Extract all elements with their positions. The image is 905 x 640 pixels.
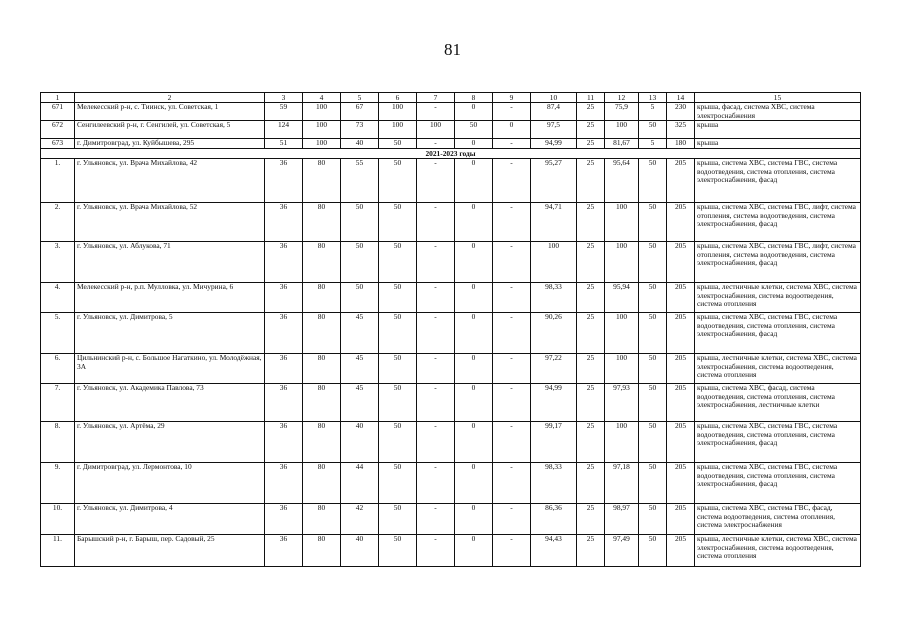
value-cell: 36 bbox=[265, 354, 303, 384]
address-cell: Мелекесский р-н, с. Тиинск, ул. Советская, 1 bbox=[75, 103, 265, 121]
header-cell: 11 bbox=[577, 93, 605, 103]
row-number-cell: 2. bbox=[41, 203, 75, 242]
value-cell: 50 bbox=[379, 535, 417, 567]
value-cell: 55 bbox=[341, 159, 379, 203]
value-cell: 99,17 bbox=[531, 422, 577, 463]
value-cell: 50 bbox=[639, 283, 667, 313]
value-cell: 205 bbox=[667, 354, 695, 384]
value-cell: 205 bbox=[667, 159, 695, 203]
value-cell: - bbox=[417, 103, 455, 121]
value-cell: 0 bbox=[455, 422, 493, 463]
address-cell: Мелекесский р-н, р.п. Мулловка, ул. Мичурина, 6 bbox=[75, 283, 265, 313]
header-cell: 4 bbox=[303, 93, 341, 103]
works-cell: крыша, фасад, система ХВС, система электроснабжения bbox=[695, 103, 861, 121]
value-cell: 75,9 bbox=[605, 103, 639, 121]
value-cell: - bbox=[417, 384, 455, 422]
value-cell: 73 bbox=[341, 121, 379, 139]
header-cell: 14 bbox=[667, 93, 695, 103]
address-cell: г. Димитровград, ул. Лермонтова, 10 bbox=[75, 463, 265, 504]
value-cell: 50 bbox=[639, 203, 667, 242]
value-cell: 80 bbox=[303, 535, 341, 567]
address-cell: г. Ульяновск, ул. Академика Павлова, 73 bbox=[75, 384, 265, 422]
value-cell: 25 bbox=[577, 384, 605, 422]
value-cell: 51 bbox=[265, 139, 303, 149]
value-cell: 100 bbox=[605, 313, 639, 354]
value-cell: - bbox=[493, 313, 531, 354]
value-cell: 95,27 bbox=[531, 159, 577, 203]
value-cell: 0 bbox=[455, 159, 493, 203]
value-cell: 44 bbox=[341, 463, 379, 504]
value-cell: 40 bbox=[341, 139, 379, 149]
value-cell: 205 bbox=[667, 504, 695, 535]
table-row bbox=[41, 354, 861, 384]
value-cell: 205 bbox=[667, 384, 695, 422]
value-cell: - bbox=[493, 203, 531, 242]
value-cell: 80 bbox=[303, 283, 341, 313]
address-cell: г. Ульяновск, ул. Димитрова, 5 bbox=[75, 313, 265, 354]
works-cell: крыша, система ХВС, фасад, система водоотведения, система отопления, система электроснабжения, лестничные клетки bbox=[695, 384, 861, 422]
value-cell: 25 bbox=[577, 535, 605, 567]
value-cell: 36 bbox=[265, 504, 303, 535]
page-number: 81 bbox=[444, 40, 461, 59]
header-cell: 15 bbox=[695, 93, 861, 103]
value-cell: 36 bbox=[265, 463, 303, 504]
value-cell: 205 bbox=[667, 535, 695, 567]
value-cell: 80 bbox=[303, 463, 341, 504]
value-cell: 50 bbox=[379, 384, 417, 422]
value-cell: - bbox=[417, 203, 455, 242]
value-cell: 100 bbox=[417, 121, 455, 139]
value-cell: - bbox=[417, 535, 455, 567]
value-cell: - bbox=[493, 283, 531, 313]
value-cell: 86,36 bbox=[531, 504, 577, 535]
value-cell: 36 bbox=[265, 313, 303, 354]
period-row bbox=[41, 149, 861, 159]
value-cell: 0 bbox=[455, 354, 493, 384]
value-cell: 50 bbox=[379, 139, 417, 149]
table-row bbox=[41, 313, 861, 354]
row-number-cell: 5. bbox=[41, 313, 75, 354]
value-cell: 0 bbox=[455, 463, 493, 504]
value-cell: 100 bbox=[605, 203, 639, 242]
table-row bbox=[41, 422, 861, 463]
value-cell: 45 bbox=[341, 313, 379, 354]
header-cell: 5 bbox=[341, 93, 379, 103]
value-cell: 100 bbox=[605, 354, 639, 384]
row-number-cell: 673 bbox=[41, 139, 75, 149]
row-number-cell: 8. bbox=[41, 422, 75, 463]
value-cell: - bbox=[493, 242, 531, 283]
value-cell: 50 bbox=[341, 283, 379, 313]
value-cell: 80 bbox=[303, 203, 341, 242]
value-cell: 50 bbox=[455, 121, 493, 139]
value-cell: 40 bbox=[341, 422, 379, 463]
value-cell: 50 bbox=[379, 504, 417, 535]
header-cell: 13 bbox=[639, 93, 667, 103]
value-cell: 50 bbox=[341, 203, 379, 242]
table-row bbox=[41, 384, 861, 422]
header-cell: 3 bbox=[265, 93, 303, 103]
value-cell: - bbox=[417, 139, 455, 149]
table-body bbox=[41, 93, 861, 567]
value-cell: - bbox=[493, 354, 531, 384]
value-cell: 0 bbox=[493, 121, 531, 139]
address-cell: г. Ульяновск, ул. Аблукова, 71 bbox=[75, 242, 265, 283]
value-cell: 45 bbox=[341, 354, 379, 384]
value-cell: 90,26 bbox=[531, 313, 577, 354]
value-cell: 50 bbox=[379, 203, 417, 242]
period-label: 2021-2023 годы bbox=[41, 149, 861, 159]
row-number-cell: 671 bbox=[41, 103, 75, 121]
value-cell: 42 bbox=[341, 504, 379, 535]
value-cell: 94,71 bbox=[531, 203, 577, 242]
value-cell: 36 bbox=[265, 422, 303, 463]
value-cell: 205 bbox=[667, 422, 695, 463]
value-cell: 50 bbox=[639, 121, 667, 139]
value-cell: 97,18 bbox=[605, 463, 639, 504]
header-cell: 10 bbox=[531, 93, 577, 103]
value-cell: 100 bbox=[531, 242, 577, 283]
value-cell: 40 bbox=[341, 535, 379, 567]
value-cell: 25 bbox=[577, 103, 605, 121]
value-cell: - bbox=[493, 535, 531, 567]
address-cell: Барышский р-н, г. Барыш, пер. Садовый, 25 bbox=[75, 535, 265, 567]
value-cell: 124 bbox=[265, 121, 303, 139]
value-cell: 25 bbox=[577, 422, 605, 463]
table-row bbox=[41, 139, 861, 149]
value-cell: 205 bbox=[667, 313, 695, 354]
value-cell: 100 bbox=[379, 121, 417, 139]
value-cell: 98,97 bbox=[605, 504, 639, 535]
row-number-cell: 1. bbox=[41, 159, 75, 203]
value-cell: 50 bbox=[639, 504, 667, 535]
value-cell: 100 bbox=[605, 422, 639, 463]
header-cell: 1 bbox=[41, 93, 75, 103]
value-cell: - bbox=[417, 313, 455, 354]
value-cell: 36 bbox=[265, 242, 303, 283]
header-cell: 2 bbox=[75, 93, 265, 103]
value-cell: - bbox=[417, 463, 455, 504]
row-number-cell: 11. bbox=[41, 535, 75, 567]
value-cell: - bbox=[417, 422, 455, 463]
value-cell: 100 bbox=[303, 103, 341, 121]
value-cell: 205 bbox=[667, 283, 695, 313]
works-cell: крыша, система ХВС, система ГВС, система водоотведения, система отопления, система электроснабжения, фасад bbox=[695, 313, 861, 354]
value-cell: - bbox=[417, 504, 455, 535]
header-cell: 9 bbox=[493, 93, 531, 103]
row-number-cell: 3. bbox=[41, 242, 75, 283]
value-cell: 205 bbox=[667, 203, 695, 242]
value-cell: 36 bbox=[265, 159, 303, 203]
row-number-cell: 7. bbox=[41, 384, 75, 422]
works-cell: крыша, система ХВС, система ГВС, лифт, система отопления, система водоотведения, система электроснабжения, фасад bbox=[695, 203, 861, 242]
works-cell: крыша, лестничные клетки, система ХВС, система электроснабжения, система водоотведения, система отопления bbox=[695, 535, 861, 567]
table-row bbox=[41, 463, 861, 504]
value-cell: 80 bbox=[303, 354, 341, 384]
value-cell: 94,99 bbox=[531, 384, 577, 422]
value-cell: 325 bbox=[667, 121, 695, 139]
value-cell: 100 bbox=[303, 121, 341, 139]
works-cell: крыша, система ХВС, система ГВС, система водоотведения, система отопления, система электроснабжения, фасад bbox=[695, 422, 861, 463]
header-cell: 6 bbox=[379, 93, 417, 103]
value-cell: 25 bbox=[577, 504, 605, 535]
value-cell: 67 bbox=[341, 103, 379, 121]
value-cell: 36 bbox=[265, 283, 303, 313]
works-cell: крыша, система ХВС, система ГВС, фасад, система водоотведения, система отопления, система электроснабжения bbox=[695, 504, 861, 535]
value-cell: 36 bbox=[265, 203, 303, 242]
value-cell: - bbox=[417, 283, 455, 313]
value-cell: 80 bbox=[303, 384, 341, 422]
value-cell: 36 bbox=[265, 535, 303, 567]
value-cell: 25 bbox=[577, 242, 605, 283]
value-cell: 50 bbox=[379, 242, 417, 283]
value-cell: 25 bbox=[577, 159, 605, 203]
value-cell: 97,49 bbox=[605, 535, 639, 567]
value-cell: - bbox=[417, 354, 455, 384]
row-number-cell: 10. bbox=[41, 504, 75, 535]
value-cell: 50 bbox=[341, 242, 379, 283]
value-cell: 0 bbox=[455, 242, 493, 283]
value-cell: 25 bbox=[577, 203, 605, 242]
value-cell: 50 bbox=[379, 354, 417, 384]
value-cell: 205 bbox=[667, 463, 695, 504]
row-number-cell: 672 bbox=[41, 121, 75, 139]
table-row bbox=[41, 504, 861, 535]
address-cell: г. Димитровград, ул. Куйбышева, 295 bbox=[75, 139, 265, 149]
value-cell: - bbox=[493, 159, 531, 203]
value-cell: - bbox=[493, 139, 531, 149]
address-cell: г. Ульяновск, ул. Врача Михайлова, 52 bbox=[75, 203, 265, 242]
works-cell: крыша, система ХВС, система ГВС, система водоотведения, система отопления, система электроснабжения, фасад bbox=[695, 463, 861, 504]
value-cell: 0 bbox=[455, 139, 493, 149]
value-cell: 95,94 bbox=[605, 283, 639, 313]
value-cell: 25 bbox=[577, 283, 605, 313]
table-header-row bbox=[41, 93, 861, 103]
works-cell: крыша, лестничные клетки, система ХВС, система электроснабжения, система водоотведения, система отопления bbox=[695, 354, 861, 384]
value-cell: 97,5 bbox=[531, 121, 577, 139]
value-cell: 0 bbox=[455, 535, 493, 567]
value-cell: 25 bbox=[577, 139, 605, 149]
value-cell: - bbox=[493, 384, 531, 422]
value-cell: 5 bbox=[639, 139, 667, 149]
value-cell: 0 bbox=[455, 384, 493, 422]
row-number-cell: 9. bbox=[41, 463, 75, 504]
value-cell: - bbox=[493, 504, 531, 535]
value-cell: - bbox=[493, 103, 531, 121]
value-cell: 81,67 bbox=[605, 139, 639, 149]
header-cell: 7 bbox=[417, 93, 455, 103]
value-cell: 50 bbox=[379, 463, 417, 504]
value-cell: 97,93 bbox=[605, 384, 639, 422]
value-cell: 0 bbox=[455, 504, 493, 535]
value-cell: 205 bbox=[667, 242, 695, 283]
data-table bbox=[40, 92, 861, 567]
value-cell: 80 bbox=[303, 159, 341, 203]
value-cell: 100 bbox=[605, 121, 639, 139]
value-cell: 80 bbox=[303, 313, 341, 354]
value-cell: 25 bbox=[577, 313, 605, 354]
value-cell: 95,64 bbox=[605, 159, 639, 203]
address-cell: Цильнинский р-н, с. Большое Нагаткино, ул. Молодёжная, 3А bbox=[75, 354, 265, 384]
value-cell: 94,43 bbox=[531, 535, 577, 567]
value-cell: 50 bbox=[639, 384, 667, 422]
header-cell: 8 bbox=[455, 93, 493, 103]
table-row bbox=[41, 535, 861, 567]
row-number-cell: 4. bbox=[41, 283, 75, 313]
value-cell: 59 bbox=[265, 103, 303, 121]
row-number-cell: 6. bbox=[41, 354, 75, 384]
value-cell: 50 bbox=[639, 242, 667, 283]
value-cell: 25 bbox=[577, 354, 605, 384]
value-cell: 180 bbox=[667, 139, 695, 149]
value-cell: 50 bbox=[379, 283, 417, 313]
table-row bbox=[41, 283, 861, 313]
value-cell: 50 bbox=[639, 159, 667, 203]
value-cell: 87,4 bbox=[531, 103, 577, 121]
value-cell: - bbox=[417, 159, 455, 203]
value-cell: 25 bbox=[577, 121, 605, 139]
value-cell: 50 bbox=[639, 422, 667, 463]
value-cell: 0 bbox=[455, 283, 493, 313]
value-cell: 50 bbox=[639, 535, 667, 567]
value-cell: - bbox=[417, 242, 455, 283]
value-cell: 25 bbox=[577, 463, 605, 504]
table-row bbox=[41, 242, 861, 283]
value-cell: 50 bbox=[379, 422, 417, 463]
works-cell: крыша bbox=[695, 139, 861, 149]
value-cell: 80 bbox=[303, 242, 341, 283]
address-cell: г. Ульяновск, ул. Артёма, 29 bbox=[75, 422, 265, 463]
works-cell: крыша, система ХВС, система ГВС, лифт, система отопления, система водоотведения, система электроснабжения, фасад bbox=[695, 242, 861, 283]
value-cell: 97,22 bbox=[531, 354, 577, 384]
value-cell: 100 bbox=[303, 139, 341, 149]
value-cell: 0 bbox=[455, 203, 493, 242]
value-cell: 230 bbox=[667, 103, 695, 121]
table-row bbox=[41, 203, 861, 242]
value-cell: 0 bbox=[455, 313, 493, 354]
works-cell: крыша, система ХВС, система ГВС, система водоотведения, система отопления, система электроснабжения, фасад bbox=[695, 159, 861, 203]
works-cell: крыша bbox=[695, 121, 861, 139]
value-cell: 50 bbox=[639, 354, 667, 384]
value-cell: 98,33 bbox=[531, 463, 577, 504]
value-cell: 100 bbox=[379, 103, 417, 121]
value-cell: 50 bbox=[379, 159, 417, 203]
address-cell: г. Ульяновск, ул. Врача Михайлова, 42 bbox=[75, 159, 265, 203]
value-cell: 98,33 bbox=[531, 283, 577, 313]
table-row bbox=[41, 103, 861, 121]
table-row bbox=[41, 121, 861, 139]
value-cell: 80 bbox=[303, 422, 341, 463]
value-cell: 80 bbox=[303, 504, 341, 535]
value-cell: 36 bbox=[265, 384, 303, 422]
value-cell: 0 bbox=[455, 103, 493, 121]
value-cell: - bbox=[493, 422, 531, 463]
value-cell: 100 bbox=[605, 242, 639, 283]
value-cell: 50 bbox=[379, 313, 417, 354]
value-cell: 5 bbox=[639, 103, 667, 121]
address-cell: Сенгилеевский р-н, г. Сенгилей, ул. Советская, 5 bbox=[75, 121, 265, 139]
value-cell: 50 bbox=[639, 313, 667, 354]
table-row bbox=[41, 159, 861, 203]
address-cell: г. Ульяновск, ул. Димитрова, 4 bbox=[75, 504, 265, 535]
value-cell: 45 bbox=[341, 384, 379, 422]
value-cell: 50 bbox=[639, 463, 667, 504]
header-cell: 12 bbox=[605, 93, 639, 103]
value-cell: 94,99 bbox=[531, 139, 577, 149]
works-cell: крыша, лестничные клетки, система ХВС, система электроснабжения, система водоотведения, система отопления bbox=[695, 283, 861, 313]
value-cell: - bbox=[493, 463, 531, 504]
